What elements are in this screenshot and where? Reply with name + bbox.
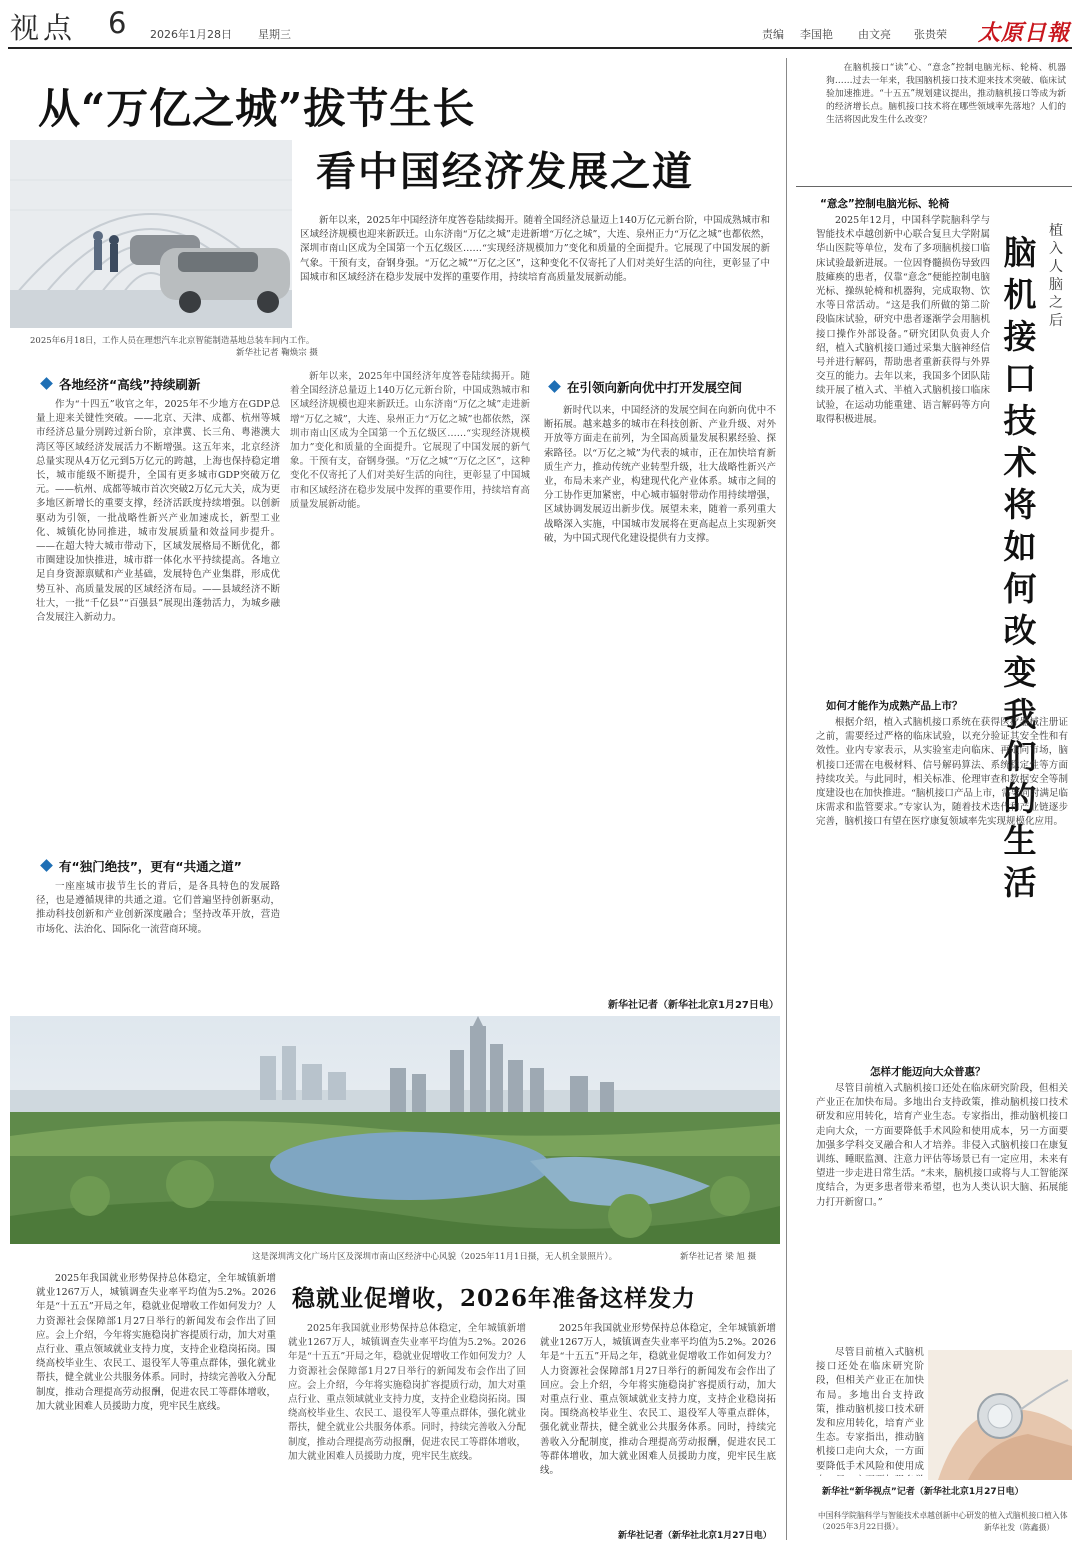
- section-heading-3: 在引领向新向优中打开发展空间: [548, 378, 742, 396]
- diamond-icon: [548, 380, 561, 393]
- skyline-photo-caption: 这是深圳湾文化广场片区及深圳市南山区经济中心风貌（2025年11月1日摄，无人机全景照片）。: [252, 1252, 618, 1262]
- bci-byline: 新华社“新华视点”记者（新华社北京1月27日电）: [822, 1487, 1024, 1497]
- factory-photo-credit: 新华社记者 鞠焕宗 摄: [236, 348, 318, 358]
- bci-section-body-3b: 尽管目前植入式脑机接口还处在临床研究阶段，但相关产业正在加快布局。多地出台支持政策，推动脑机接口技术研发和应用转化，培育产业生态。专家指出，推动脑机接口走向大众，一方面要降低手术风险和使用成: [816, 1347, 924, 1472]
- issue-date: 2026年1月28日: [150, 28, 232, 41]
- factory-photo-caption: 2025年6月18日，工作人员在理想汽车北京智能制造基地总装车间内工作。: [30, 336, 315, 346]
- bci-photo-credit: 新华社发（陈鑫摄）: [984, 1523, 1055, 1532]
- page-number: 6: [108, 6, 127, 40]
- editor-name: 李国艳: [800, 28, 833, 41]
- bci-headline: 脑机接口技术将如何改变我们的生活: [1003, 233, 1037, 902]
- newspaper-logo: 太原日報: [978, 20, 1071, 46]
- diamond-icon: [40, 859, 53, 872]
- skyline-photo-credit: 新华社记者 梁 旭 摄: [680, 1252, 757, 1262]
- section-heading-2: 有“独门绝技”，更有“共通之道”: [40, 857, 242, 875]
- bci-section-heading-2: 如何才能作为成熟产品上市？: [826, 700, 963, 712]
- section-body-3: 新时代以来，中国经济的发展空间在向新向优中不断拓展。越来越多的城市在科技创新、产业升级、对外开放等方面走在前列，为全国高质量发展积累经验、探索路径。以“万亿之城”为代表的城市，正在加快培育新质生产力，推动传统产业转型升级，壮大战略性新兴产业，布局未来产业，构建现代化产业体系。城市之间的分工协作更加紧密，中心城市辐射带动作用持续增强，区域协调发展迈出新步伐。展望未来，随着一系列重大战略深入实施，中国城市发展将在更高起点上实现新突破，为中国式现代化建设提供有力支撑。: [544, 405, 776, 544]
- masthead: [0, 0, 1080, 48]
- bci-section-heading-1: “意念”控制电脑光标、轮椅: [820, 198, 950, 210]
- editor-role: 责编: [762, 28, 784, 41]
- bci-section-body-2: 根据介绍，植入式脑机接口系统在获得医疗器械注册证之前，需要经过严格的临床试验，以充分验证其安全性和有效性。业内专家表示，从实验室走向临床、再走向市场，脑机接口还需在电极材料、信号解码算法、系统稳定性等方面持续攻关。与此同时，相关标准、伦理审查和数据安全等制度建设也在加快推进。“脑机接口产品上市，需要同时满足临床需求和监管要求。”专家认为，随着技术迭代和产业链逐步完善，脑机接口有望在医疗康复领域率先实现规模化应用。: [816, 717, 1068, 828]
- employment-col-2: 2025年我国就业形势保持总体稳定，全年城镇新增就业1267万人，城镇调查失业率平均值为5.2%。2026年是“十五五”开局之年，稳就业促增收工作如何发力？人力资源社会保障部1月27日举行的新闻发布会作出了回应。会上介绍，今年将实施稳岗扩容提质行动，加大对重点行业、重点领域就业支持力度，支持企业稳岗拓岗。围绕高校毕业生、农民工、退役军人等重点群体，强化就业帮扶，健全就业公共服务体系。同时，持续完善收入分配制度，推动合理提高劳动报酬，促进农民工等群体增收，加大就业困难人员援助力度，兜牢民生底线。: [288, 1323, 526, 1462]
- bci-section-body-1: 2025年12月，中国科学院脑科学与智能技术卓越创新中心联合复旦大学附属华山医院等单位，发布了多项脑机接口临床试验最新进展。一位因脊髓损伤导致四肢瘫痪的患者，仅靠“意念”便能控制电脑光标、操纵轮椅和机器狗，完成取物、饮水等日常活动。“这是我们所做的第二阶段临床试验，研究中患者逐渐学会用脑机接口操作外部设备。”研究团队负责人介绍，植入式脑机接口通过采集大脑神经信号并进行解码，帮助患者重新获得与外界交互的能力。去年以来，我国多个团队陆续开展了植入式、半植入式脑机接口临床试验，在运动功能重建、语言解码等方向取得积极进展。: [816, 215, 990, 425]
- diamond-icon: [40, 377, 53, 390]
- issue-weekday: 星期三: [258, 28, 291, 41]
- masthead-rule: [8, 47, 1072, 49]
- skyline-photo: [10, 1016, 780, 1244]
- main-headline: 从“万亿之城”拔节生长: [38, 84, 476, 133]
- column-divider: [786, 58, 787, 1540]
- main-lead: 新年以来，2025年中国经济年度答卷陆续揭开。随着全国经济总量迈上140万亿元新台阶，中国成熟城市和区域经济规模也迎来新跃迁。山东济南“万亿之城”走进新增“万亿之城”，大连、泉州正力“万亿之城”也都依然，深圳市南山区成为全国第一个五亿级区……“实现经济规模加力”变化和质量的全面提升。它展现了中国发展的新气象。干预有支，奋钢身强。“万亿之城”“万亿之区”，这种变化不仅寄托了人们对美好生活的向往，更彰显了中国城市和区域经济在稳步发展中发挥的重要作用，持续培育高质量发展新动能。: [300, 215, 770, 283]
- bci-section-heading-3: 怎样才能迈向大众普惠？: [870, 1066, 986, 1078]
- employment-col-3: 2025年我国就业形势保持总体稳定，全年城镇新增就业1267万人，城镇调查失业率平均值为5.2%。2026年是“十五五”开局之年，稳就业促增收工作如何发力？人力资源社会保障部1月27日举行的新闻发布会作出了回应。会上介绍，今年将实施稳岗扩容提质行动，加大对重点行业、重点领域就业支持力度，支持企业稳岗拓岗。围绕高校毕业生、农民工、退役军人等重点群体，强化就业帮扶，健全就业公共服务体系。同时，持续完善收入分配制度，推动合理提高劳动报酬，促进农民工等群体增收，加大就业困难人员援助力度，兜牢民生底线。: [540, 1323, 776, 1477]
- employment-byline: 新华社记者（新华社北京1月27日电）: [618, 1531, 772, 1541]
- editor-name: 张贵荣: [914, 28, 947, 41]
- factory-photo: [10, 140, 292, 328]
- bci-photo-caption: 中国科学院脑科学与智能技术卓越创新中心研发的植入式脑机接口植入体（2025年3月22日摄）。: [818, 1511, 1068, 1531]
- editor-name: 由文亮: [858, 28, 891, 41]
- bci-kicker: 植入人脑之后: [1049, 223, 1063, 329]
- main-column-2: 新年以来，2025年中国经济年度答卷陆续揭开。随着全国经济总量迈上140万亿元新台阶，中国成熟城市和区域经济规模也迎来新跃迁。山东济南“万亿之城”走进新增“万亿之城”，大连、泉州正力“万亿之城”也都依然，深圳市南山区成为全国第一个五亿级区……“实现经济规模加力”变化和质量的全面提升。它展现了中国发展的新气象。干预有支，奋钢身强。“万亿之城”“万亿之区”，这种变化不仅寄托了人们对美好生活的向往，更彰显了中国城市和区域经济在稳步发展中发挥的重要作用，持续培育高质量发展新动能。: [290, 371, 530, 510]
- section-body-1: 作为“十四五”收官之年，2025年不少地方在GDP总量上迎来关键性突破。——北京、天津、成都、杭州等城市经济总量分别跨过新台阶，京津冀、长三角、粤港澳大湾区等区域经济发展活力不断增强。这五年来，北京经济总量实现从4万亿元到5万亿元的跨越，上海也保持稳定增长，城市能级不断提升，全国有更多城市GDP突破万亿元。——杭州、成都等城市首次突破2万亿元大关，成为更多地区新增长的重要支撑，经济活跃度持续增强。以创新驱动为引领，一批战略性新兴产业加速成长，新型工业化、城镇化协同推进，城市发展质量和效益同步提升。——在超大特大城市带动下，区域发展格局不断优化，都市圈建设加快推进，城市群一体化水平持续提高。各地立足自身资源禀赋和产业基础，发展特色产业集群，形成优势互补、高质量发展的区域经济布局。——县域经济不断壮大，一批“千亿县”“百强县”展现出蓬勃活力，为城乡融合发展注入新动力。: [36, 399, 280, 624]
- employment-headline: 稳就业促增收，2026年准备这样发力: [292, 1285, 697, 1312]
- section-body-2: 一座座城市拔节生长的背后，是各具特色的发展路径，也是遵循规律的共通之道。它们普遍坚持创新驱动，推动科技创新和产业创新深度融合；坚持改革开放，营造市场化、法治化、国际化一流营商环境。: [36, 881, 280, 935]
- bci-intro: 在脑机接口“读”心、“意念”控制电脑光标、轮椅、机器狗……过去一年来，我国脑机接口技术迎来技术突破、临床试验加速推进。“十五五”规划建议提出，推动脑机接口等成为新的经济增长点。脑机接口技术将在哪些领域率先落地？人们的生活将因此发生什么改变？: [826, 63, 1066, 125]
- section-heading-1: 各地经济“高线”持续刷新: [40, 375, 200, 393]
- employment-col-1: 2025年我国就业形势保持总体稳定，全年城镇新增就业1267万人，城镇调查失业率平均值为5.2%。2026年是“十五五”开局之年，稳就业促增收工作如何发力？人力资源社会保障部1月27日举行的新闻发布会作出了回应。会上介绍，今年将实施稳岗扩容提质行动，加大对重点行业、重点领域就业支持力度，支持企业稳岗拓岗。围绕高校毕业生、农民工、退役军人等重点群体，强化就业帮扶，健全就业公共服务体系。同时，持续完善收入分配制度，推动合理提高劳动报酬，促进农民工等群体增收，加大就业困难人员援助力度，兜牢民生底线。: [36, 1273, 276, 1412]
- section-name: 视点: [10, 11, 77, 45]
- bci-intro-rule: [796, 186, 1072, 187]
- bci-section-body-3: 尽管目前植入式脑机接口还处在临床研究阶段，但相关产业正在加快布局。多地出台支持政策，推动脑机接口技术研发和应用转化，培育产业生态。专家指出，推动脑机接口走向大众，一方面要降低手术风险和使用成本，另一方面要加强多学科交叉融合和人才培养。非侵入式脑机接口在康复训练、睡眠监测、注意力评估等场景已有一定应用，未来有望进一步走进日常生活。“未来，脑机接口或将与人工智能深度结合，为更多患者带来希望，也为人类认识大脑、拓展能力打开新窗口。”: [816, 1083, 1068, 1208]
- implant-photo: [928, 1350, 1072, 1480]
- main-subheadline: 看中国经济发展之道: [316, 148, 694, 195]
- main-byline: 新华社记者（新华社北京1月27日电）: [608, 1000, 779, 1011]
